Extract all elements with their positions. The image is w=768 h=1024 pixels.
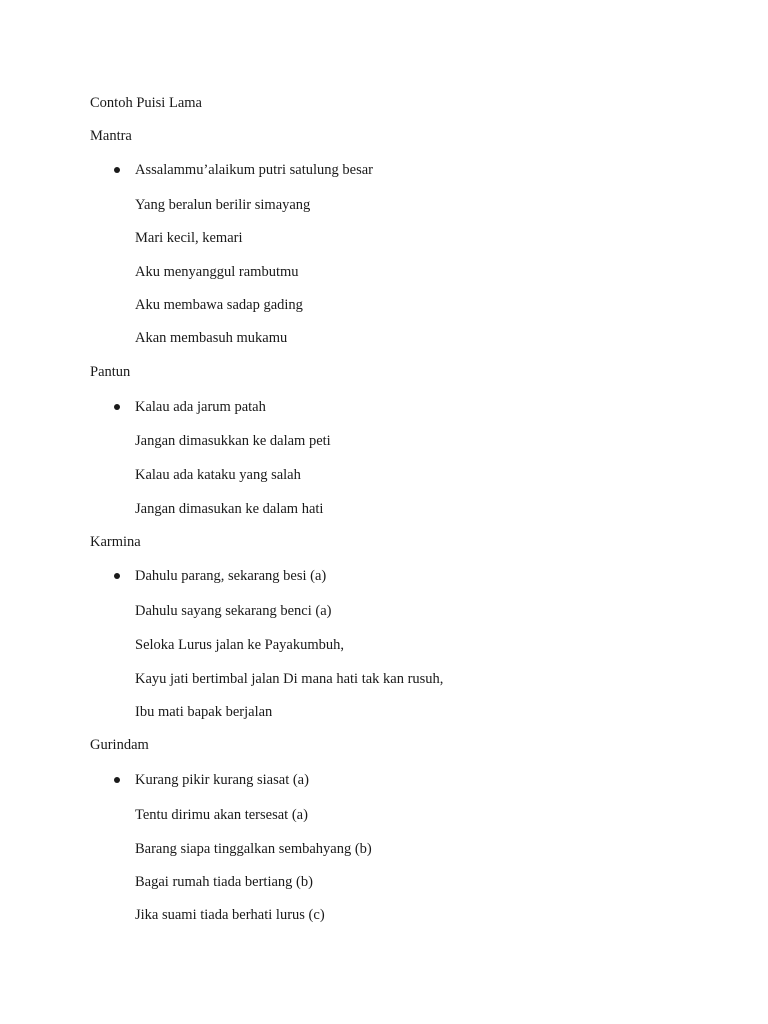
- poem-line: Jangan dimasukan ke dalam hati: [135, 501, 324, 517]
- document-title: Contoh Puisi Lama: [90, 95, 202, 111]
- poem-line: Dahulu sayang sekarang benci (a): [135, 603, 332, 619]
- poem-line: Bagai rumah tiada bertiang (b): [135, 874, 313, 890]
- poem-line: Aku menyanggul rambutmu: [135, 264, 299, 280]
- poem-line: Mari kecil, kemari: [135, 230, 243, 246]
- bullet-icon: [114, 777, 120, 783]
- section-heading-karmina: Karmina: [90, 534, 141, 550]
- poem-line: Kurang pikir kurang siasat (a): [135, 772, 309, 788]
- poem-line: Seloka Lurus jalan ke Payakumbuh,: [135, 637, 344, 653]
- section-heading-gurindam: Gurindam: [90, 737, 149, 753]
- bullet-icon: [114, 167, 120, 173]
- poem-line: Ibu mati bapak berjalan: [135, 704, 273, 720]
- poem-line: Aku membawa sadap gading: [135, 297, 303, 313]
- poem-line: Jika suami tiada berhati lurus (c): [135, 907, 325, 923]
- poem-line: Assalammu’alaikum putri satulung besar: [135, 162, 373, 178]
- poem-line: Kalau ada jarum patah: [135, 399, 266, 415]
- poem-line: Dahulu parang, sekarang besi (a): [135, 568, 327, 584]
- poem-line: Akan membasuh mukamu: [135, 330, 288, 346]
- poem-line: Yang beralun berilir simayang: [135, 197, 311, 213]
- poem-line: Barang siapa tinggalkan sembahyang (b): [135, 841, 372, 857]
- poem-line: Jangan dimasukkan ke dalam peti: [135, 433, 331, 449]
- section-heading-pantun: Pantun: [90, 364, 131, 380]
- section-heading-mantra: Mantra: [90, 128, 132, 144]
- poem-line: Tentu dirimu akan tersesat (a): [135, 807, 308, 823]
- poem-line: Kayu jati bertimbal jalan Di mana hati tak kan rusuh,: [135, 671, 444, 687]
- poem-line: Kalau ada kataku yang salah: [135, 467, 301, 483]
- bullet-icon: [114, 404, 120, 410]
- bullet-icon: [114, 573, 120, 579]
